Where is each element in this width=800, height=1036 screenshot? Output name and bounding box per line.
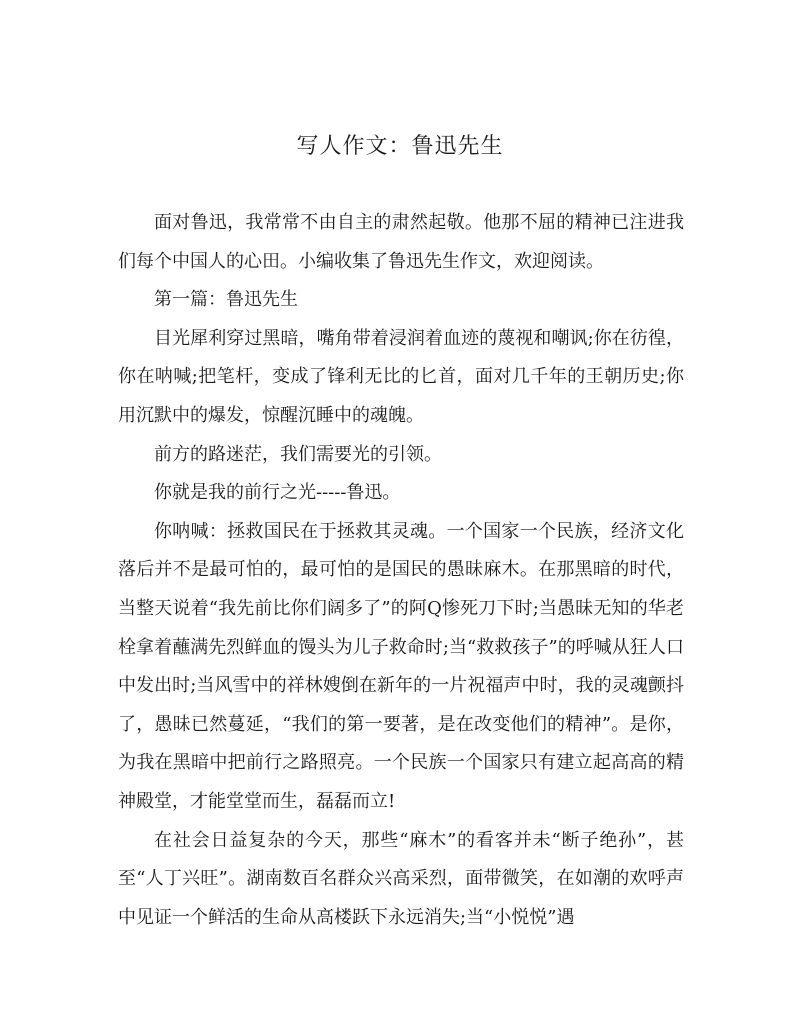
paragraph: 在社会日益复杂的今天，那些“麻木”的看客并未“断子绝孙”，甚至“人丁兴旺”。湖南数百名群众兴高采烈，面带微笑，在如潮的欢呼声中见证一个鲜活的生命从高楼跃下永远消失;当“小悦悦”遇 bbox=[118, 829, 684, 928]
paragraph-intro: 面对鲁迅，我常常不由自主的肃然起敬。他那不屈的精神已注进我们每个中国人的心田。小编收集了鲁迅先生作文，欢迎阅读。 bbox=[118, 212, 684, 272]
paragraph: 前方的路迷茫，我们需要光的引领。 bbox=[154, 443, 442, 465]
paragraph: 你就是我的前行之光-----鲁迅。 bbox=[154, 482, 401, 504]
paragraph: 你呐喊：拯救国民在于拯救其灵魂。一个国家一个民族，经济文化落后并不是最可怕的，最可怕的是国民的愚昧麻木。在那黑暗的时代，当整天说着“我先前比你们阔多了”的阿Q惨死刀下时;当愚昧无知的华老栓拿着蘸满先烈鲜血的馒头为儿子救命时;当“救救孩子”的呼喊从狂人口中发出时;当风雪中的祥林嫂倒在新年的一片祝福声中时，我的灵魂颤抖了，愚昧已然蔓延，“我们的第一要著，是在改变他们的精神”。是你，为我在黑暗中把前行之路照亮。一个民族一个国家只有建立起高高的精神殿堂，才能堂堂而生，磊磊而立! bbox=[118, 520, 684, 812]
document-title: 写人作文：鲁迅先生 bbox=[296, 134, 504, 159]
paragraph-section-heading: 第一篇：鲁迅先生 bbox=[154, 289, 298, 311]
paragraph: 目光犀利穿过黑暗，嘴角带着浸润着血迹的蔑视和嘲讽;你在彷徨，你在呐喊;把笔杆，变成了锋利无比的匕首，面对几千年的王朝历史;你用沉默中的爆发，惊醒沉睡中的魂魄。 bbox=[118, 327, 684, 426]
document-body bbox=[118, 204, 684, 937]
